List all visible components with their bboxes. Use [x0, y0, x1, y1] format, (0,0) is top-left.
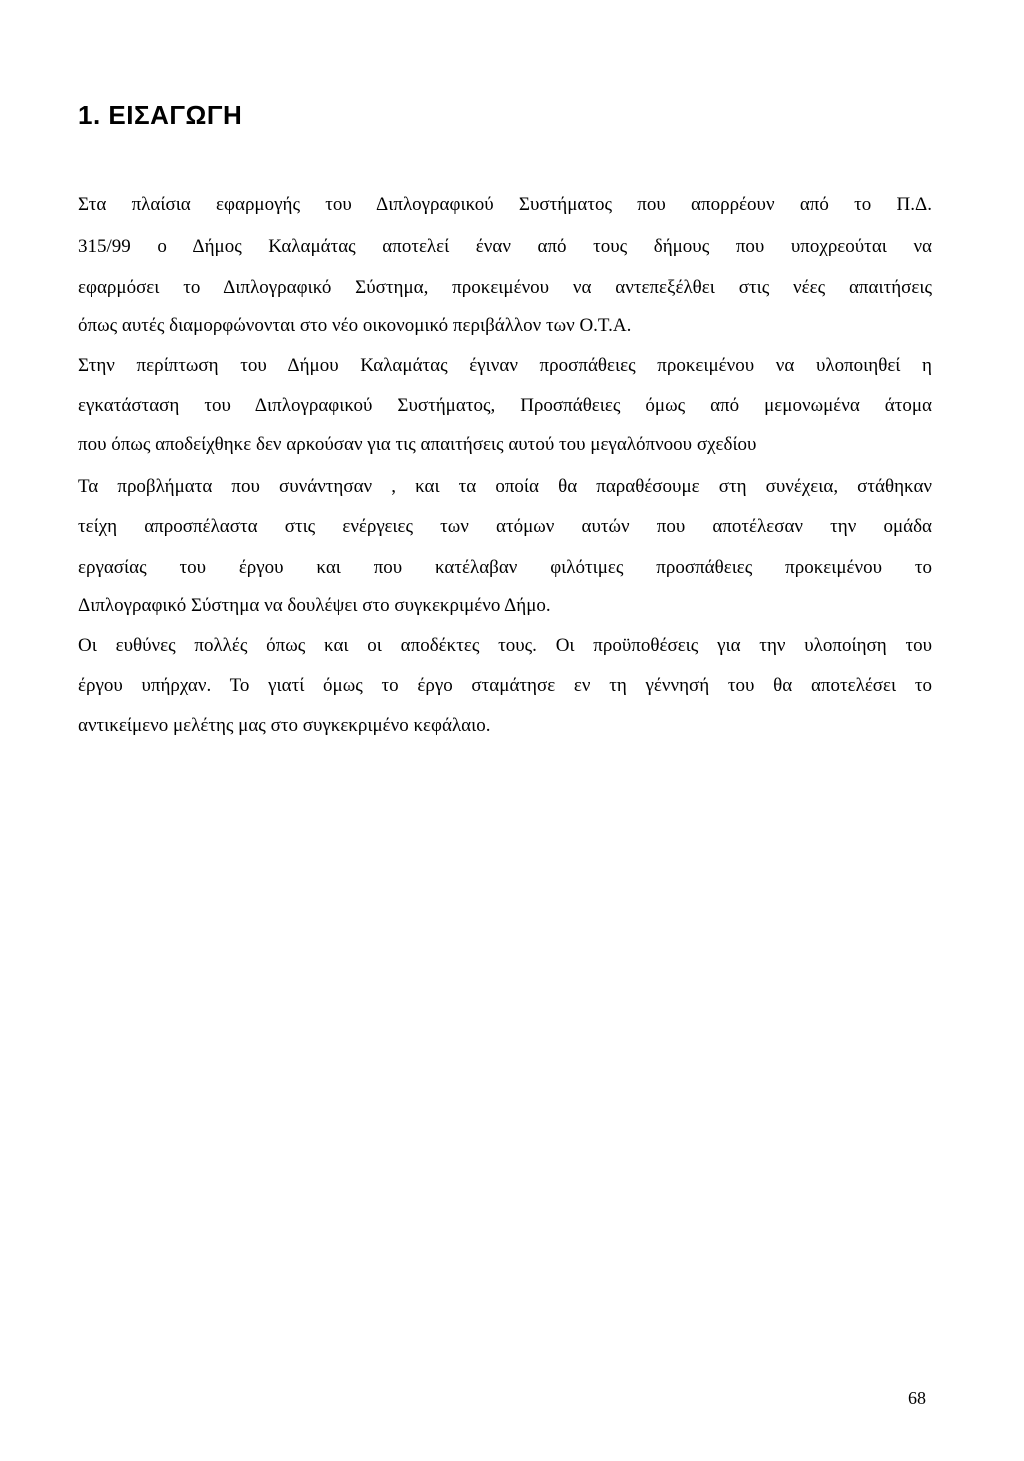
text-line: εργασίας του έργου και που κατέλαβαν φιλότιμες προσπάθειες προκειμένου το	[78, 557, 932, 578]
text-line: Στα πλαίσια εφαρμογής του Διπλογραφικού Συστήματος που απορρέουν από το Π.Δ.	[78, 194, 932, 215]
text-line: αντικείμενο μελέτης μας στο συγκεκριμένο κεφάλαιο.	[78, 715, 491, 736]
text-line: Διπλογραφικό Σύστημα να δουλέψει στο συγκεκριμένο Δήμο.	[78, 595, 551, 616]
text-line: Στην περίπτωση του Δήμου Καλαμάτας έγιναν προσπάθειες προκειμένου να υλοποιηθεί η	[78, 355, 932, 376]
text-line: εγκατάσταση του Διπλογραφικού Συστήματος, Προσπάθειες όμως από μεμονωμένα άτομα	[78, 395, 932, 416]
text-line: Οι ευθύνες πολλές όπως και οι αποδέκτες τους. Οι προϋποθέσεις για την υλοποίηση του	[78, 635, 932, 656]
text-line: έργου υπήρχαν. Το γιατί όμως το έργο σταμάτησε εν τη γέννησή του θα αποτελέσει το	[78, 675, 932, 696]
text-line: όπως αυτές διαμορφώνονται στο νέο οικονομικό περιβάλλον των Ο.Τ.Α.	[78, 315, 632, 336]
text-line: 315/99 ο Δήμος Καλαμάτας αποτελεί έναν από τους δήμους που υποχρεούται να	[78, 236, 932, 257]
text-line: Τα προβλήματα που συνάντησαν , και τα οποία θα παραθέσουμε στη συνέχεια, στάθηκαν	[78, 476, 932, 497]
text-line: εφαρμόσει το Διπλογραφικό Σύστημα, προκειμένου να αντεπεξέλθει στις νέες απαιτήσεις	[78, 277, 932, 298]
text-line: τείχη απροσπέλαστα στις ενέργειες των ατόμων αυτών που αποτέλεσαν την ομάδα	[78, 516, 932, 537]
page-number: 68	[908, 1388, 926, 1408]
text-line: που όπως αποδείχθηκε δεν αρκούσαν για τις απαιτήσεις αυτού του μεγαλόπνοου σχεδίου	[78, 434, 757, 455]
section-heading: 1. ΕΙΣΑΓΩΓΗ	[78, 100, 243, 130]
